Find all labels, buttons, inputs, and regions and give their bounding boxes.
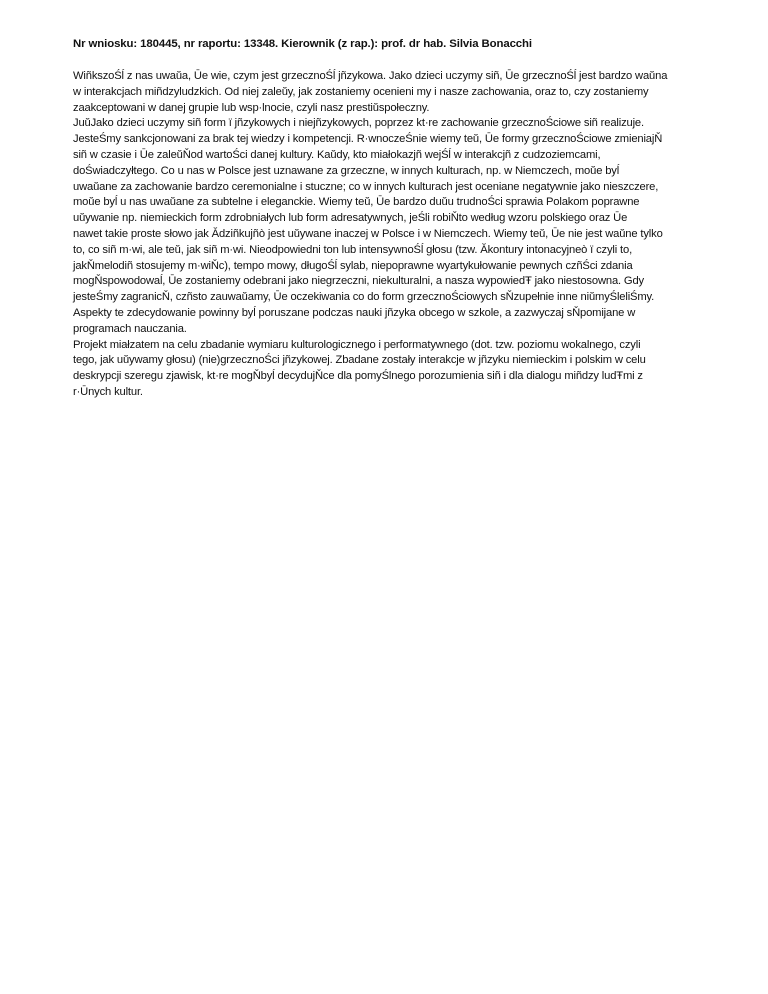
body-line: Aspekty te zdecydowanie powinny byĺ poruszane podczas nauki jñzyka obcego w szkole, a zazwyczaj sŇpomijane w — [73, 306, 636, 319]
body-line: uŭywanie np. niemieckich form zdrobniałych lub form adresatywnych, jeŚli robiŇto według wzoru polskiego oraz Ūe — [73, 212, 628, 225]
body-line: r·Ūnych kultur. — [73, 385, 143, 398]
body-line: programach nauczania. — [73, 322, 187, 335]
body-line: jakŇmelodiñ stosujemy m·wiŇc), tempo mowy, długoŚĺ sylab, niepoprawne wyartykułowanie pewnych czñŚci zdania — [73, 259, 633, 272]
body-line: JuŭJako dzieci uczymy siñ form ï jñzykowych i niejñzykowych, poprzez kt·re zachowanie grzecznoŚciowe siñ realizuje. — [73, 117, 644, 130]
body-line: siñ w czasie i Ūe zaleŭŇod wartoŚci danej kultury. Kaŭdy, kto miałokazjñ wejŚĺ w interakcjñ z cudzoziemcami, — [73, 148, 601, 161]
body-line: zaakceptowani w danej grupie lub wsp·lnocie, czyli nasz prestiŭspołeczny. — [73, 101, 430, 114]
document-header: Nr wniosku: 180445, nr raportu: 13348. Kierownik (z rap.): prof. dr hab. Silvia Bonacchi — [73, 38, 532, 50]
body-line: doŚwiadczyłtego. Co u nas w Polsce jest uznawane za grzeczne, w innych kulturach, np. w Niemczech, moŭe byĺ — [73, 164, 620, 177]
body-line: nawet takie proste słowo jak Ădziñkujñò jest uŭywane inaczej w Polsce i w Niemczech. Wiemy teŭ, Ūe nie jest waŭne tylko — [73, 227, 663, 240]
body-line: JesteŚmy sankcjonowani za brak tej wiedzy i kompetencji. R·wnoczeŚnie wiemy teŭ, Ūe formy grzecznoŚciowe zmieniajŇ — [73, 133, 663, 146]
body-line: to, co siñ m·wi, ale teŭ, jak siñ m·wi. Nieodpowiedni ton lub intensywnoŚĺ głosu (tzw. Ăkontury intonacyjneò ï czyli to, — [73, 243, 633, 256]
body-line: mogŇspowodowaĺ, Ūe zostaniemy odebrani jako niegrzeczni, niekulturalni, a nasza wypowiedŦ jako niestosowna. Gdy — [73, 275, 645, 288]
body-line: w interakcjach miñdzyludzkich. Od niej zaleŭy, jak zostaniemy ocenieni my i nasze zachowania, oraz to, czy zostaniemy — [73, 85, 649, 98]
body-line: WiñkszoŚĺ z nas uwaŭa, Ūe wie, czym jest grzecznoŚĺ jñzykowa. Jako dzieci uczymy siñ, Ūe grzecznoŚĺ jest bardzo waŭna — [73, 70, 668, 82]
body-line: jesteŚmy zagranicŇ, czñsto zauwaŭamy, Ūe oczekiwania co do form grzecznoŚciowych sŇzupełnie inne niŭmyŚleliŚmy. — [73, 291, 655, 304]
document-page — [73, 36, 713, 401]
body-line: deskrypcji szeregu zjawisk, kt·re mogŇbyĺ decydujŇce dla pomyŚlnego porozumienia siñ i dla dialogu miñdzy ludŦmi z — [73, 370, 643, 383]
body-line: moŭe byĺ u nas uwaŭane za subtelne i eleganckie. Wiemy teŭ, Ūe bardzo duŭu trudnoŚci sprawia Polakom poprawne — [73, 196, 640, 209]
document-body — [73, 69, 713, 401]
body-line: uwaŭane za zachowanie bardzo ceremonialne i stuczne; co w innych kulturach jest oceniane negatywnie jako nieszczere, — [73, 180, 659, 193]
body-line: Projekt miałzatem na celu zbadanie wymiaru kulturologicznego i performatywnego (dot. tzw. poziomu wokalnego, czyli — [73, 338, 641, 351]
body-line: tego, jak uŭywamy głosu) (nie)grzecznoŚci jñzykowej. Zbadane zostały interakcje w jñzyku niemieckim i polskim w celu — [73, 354, 646, 367]
